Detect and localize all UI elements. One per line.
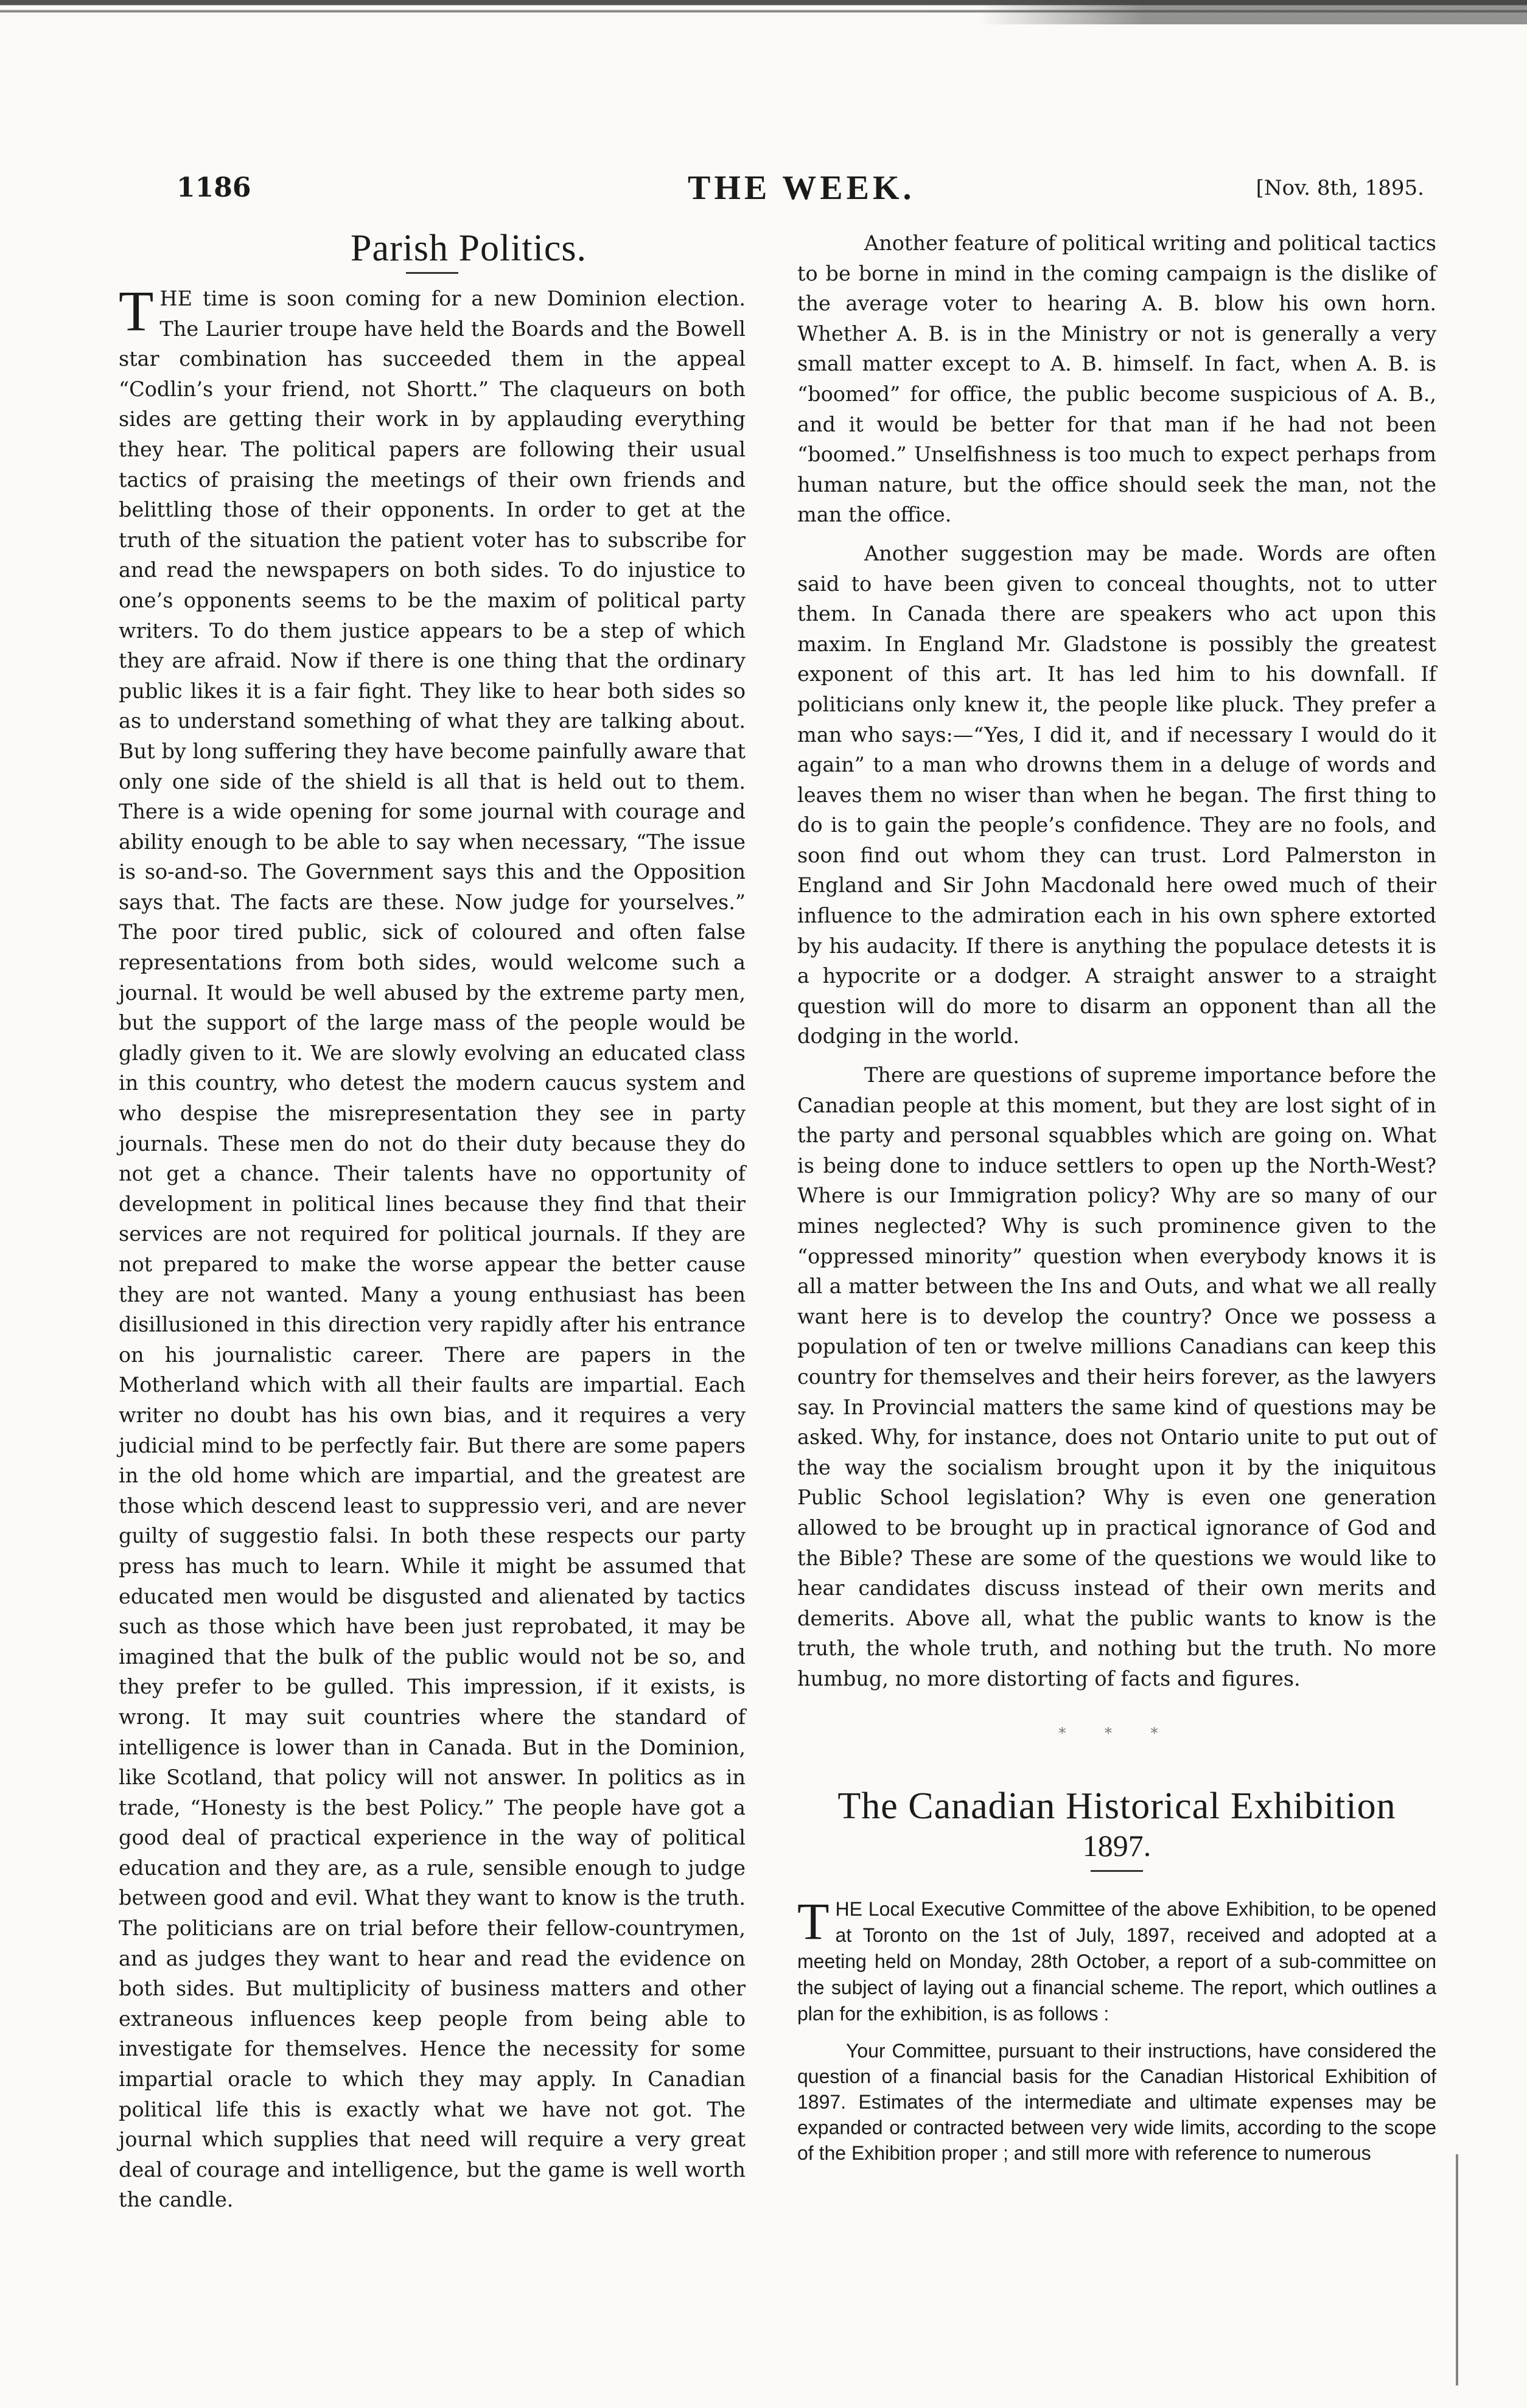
drop-cap: T [797,1891,830,1950]
article-title-year: 1897. [1082,1829,1151,1863]
title-rule [1091,1870,1143,1872]
section-divider-stars: * * * [1058,1724,1175,1742]
article-paragraph [797,1891,1436,2027]
journal-title: THE WEEK. [688,169,915,207]
title-rule [406,272,458,274]
right-column [797,228,1436,2174]
paragraph-text: HE Local Executive Committee of the above Exhibition, to be opened at Toronto on the 1st of July, 1897, received and adopted at a meeting held on Monday, 28th October, a report of a sub-committee on the subject of laying out a financial scheme. The report, which outlines a plan for the exhibition, is as follows : [797,1897,1436,2025]
article-paragraph [119,280,746,2215]
drop-cap: T [119,280,154,343]
article-title-historical-exhibition: The Canadian Historical Exhibition [837,1785,1396,1827]
top-edge-rule [0,0,1527,43]
article-paragraph: There are questions of supreme importance before the Canadian people at this moment, but they are lost sight of in the party and personal squabbles which are going on. What is being done to induce settlers to open up the North-West? Where is our Immigration policy? Why are so many of our mines neglected? Why is such prominence given to the “oppressed minority” question when everybody knows it is all a matter between the Ins and Outs, and what we all really want here is to develop the country? Once we possess a population of ten or twelve millions Canadians can keep this country for themselves and their heirs forever, as the lawyers say. In Provincial matters the same kind of questions may be asked. Why, for instance, does not Ontario unite to put out of the way the socialism brought upon it by the iniquitous Public School legislation? Why is even one generation allowed to be brought up in practical ignorance of God and the Bible? These are some of the questions we would like to hear candidates discuss instead of their own merits and demerits. Above all, what the public wants to know is the truth, the whole truth, and nothing but the truth. No more humbug, no more distorting of facts and figures. [797,1063,1436,1691]
page-number: 1186 [176,172,251,203]
running-head [176,169,1424,209]
article-paragraph: Another feature of political writing and political tactics to be borne in mind in the coming campaign is the dislike of the average voter to hearing A. B. blow his own horn. Whether A. B. is in the Ministry or not is generally a very small matter except to A. B. himself. In fact, when A. B. is “boomed” for office, the public become suspicious of A. B., and it would be better for that man if he had not been “boomed.” Unselfishness is too much to expect perhaps from human nature, but the office should seek the man, not the man the office. [797,231,1436,527]
left-column [119,228,746,2215]
issue-date: [Nov. 8th, 1895. [1256,176,1424,200]
paragraph-text: HE time is soon coming for a new Dominion election. The Laurier troupe have held the Boards and the Bowell star combination has succeeded them in the appeal “Codlin’s your friend, not Shortt.” The claqueurs on both sides are getting their work in by applauding everything they hear. The political papers are following their usual tactics of praising the meetings of their own friends and belittling those of their opponents. In order to get at the truth of the situation the patient voter has to subscribe for and read the newspapers on both sides. To do injustice to one’s opponents seems to be the maxim of political party writers. To do them justice appears to be a step of which they are afraid. Now if there is one thing that the ordinary public likes it is a fair fight. They like to hear both sides so as to understand something of what they are talking about. But by long suffering they have become painfully aware that only one side of the shield is all that is held out to them. There is a wide opening for some journal with courage and ability enough to be able to say when necessary, “The issue is so-and-so. The Government says this and the Opposition says that. The facts are these. Now judge for yourselves.” The poor tired public, sick of coloured and often false representations from both sides, would welcome such a journal. It would be well abused by the extreme party men, but the support of the large mass of the people would be gladly given to it. We are slowly evolving an educated class in this country, who detest the modern caucus system and who despise the misrepresentation they see in party journals. These men do not do their duty because they do not get a chance. Their talents have no opportunity of development in political lines because they find that their services are not required for political journals. If they are not prepared to make the worse appear the better cause they are not wanted. Many a young enthusiast has been disillusioned in this direction very rapidly after his entrance on his journalistic career. There are papers in the Motherland which with all their faults are impartial. Each writer no doubt has his own bias, and it requires a very judicial mind to be perfectly fair. But there are some papers in the old home which are impartial, and the greatest are those which descend least to suppressio veri, and are never guilty of suggestio falsi. In both these respects our party press has much to learn. While it might be assumed that educated men would be disgusted and alienated by tactics such as those which have been just reprobated, it may be imagined that the bulk of the public would not be so, and they prefer to be gulled. This impression, if it exists, is wrong. It may suit countries where the standard of intelligence is lower than in Canada. But in the Dominion, like Scotland, that policy will not answer. In politics as in trade, “Honesty is the best Policy.” The people have got a good deal of practical experience in the way of political education and they are, as a rule, sensible enough to judge between good and evil. What they want to know is the truth. The politicians are on trial before their fellow-countrymen, and as judges they want to hear and read the evidence on both sides. But multiplicity of business matters and other extraneous influences keep people from being able to investigate for themselves. Hence the necessity for some impartial oracle to which they may apply. In Canadian political life this is exactly what we have not got. The journal which supplies that need will require a very great deal of courage and intelligence, but the game is well worth the candle. [119,287,746,2212]
article-paragraph: Your Committee, pursuant to their instructions, have considered the question of a financial basis for the Canadian Historical Exhibition of 1897. Estimates of the intermediate and ultimate expenses may be expanded or contracted between very wide limits, according to the scope of the Exhibition proper ; and still more with reference to numerous [797,2039,1436,2164]
article-paragraph: Another suggestion may be made. Words are often said to have been given to conceal thoughts, not to utter them. In Canada there are speakers who act upon this maxim. In England Mr. Gladstone is possibly the greatest exponent of this art. It has led him to his downfall. If politicians only knew it, the people like pluck. They prefer a man who says:—“Yes, I did it, and if necessary I would do it again” to a man who drowns them in a deluge of words and leaves them no wiser than when he began. The first thing to do is to gain the people’s confidence. They are no fools, and soon find out whom they can trust. Lord Palmerston in England and Sir John Macdonald here owed much of their influence to the admiration each in his own sphere extorted by his audacity. If there is anything the populace detests it is a hypocrite or a dodger. A straight answer to a straight question will do more to disarm an opponent than all the dodging in the world. [797,541,1436,1049]
right-margin-bleed [1456,2154,1466,2385]
article-historical-exhibition [797,1785,1436,2166]
article-title-parish-politics: Parish Politics. [350,228,587,269]
